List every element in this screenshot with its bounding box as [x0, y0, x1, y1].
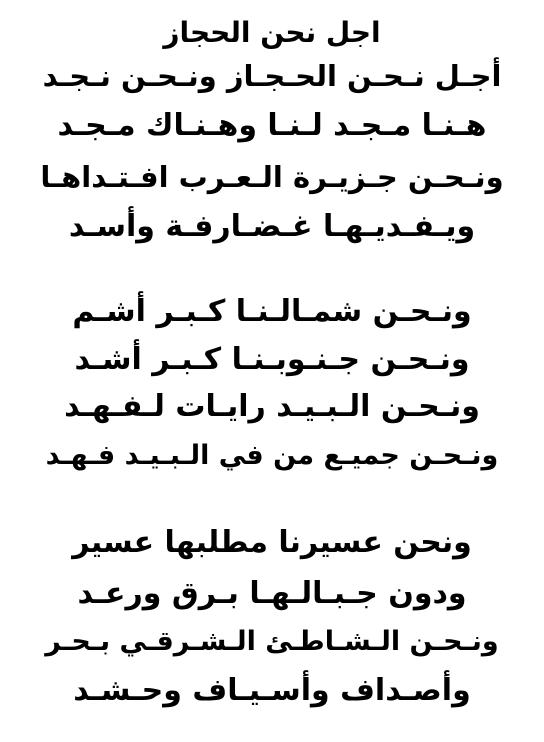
verse-line: أجـل نـحـن الحـجـاز ونـحـن نـجـد [42, 59, 502, 93]
verse-line: ودون جـبـالـهـا بـرق ورعـد [77, 576, 467, 611]
verse-line: ونـحـن الـبـيـد رايـات لـفـهـد [64, 389, 480, 424]
verse-line: ونـحـن الـشـاطـئ الـشـرقـي بـحـر [45, 626, 499, 657]
verse-line: ونحن عسيرنا مطلبها عسير [72, 525, 472, 560]
poem-title: اجل نحن الحجاز [163, 16, 381, 49]
verse-line: وأصـداف وأسـيـاف وحـشـد [73, 673, 471, 708]
verse-line: ونـحـن شمـالـنـا كـبـر أشـم [72, 294, 472, 329]
verse-line: ونـحـن جـنـوبـنـا كـبـر أشـد [74, 342, 470, 377]
verse-line: ونـحـن جميـع من في الـبـيـد فـهـد [45, 440, 499, 471]
verse-line: ونـحـن جـزيـرة الـعـرب افـتـداهـا [40, 160, 504, 194]
verse-line: ويـفـديـهـا غـضـارفـة وأسـد [68, 209, 476, 244]
verse-line: هـنـا مـجـد لـنـا وهـنـاك مـجـد [57, 108, 487, 143]
